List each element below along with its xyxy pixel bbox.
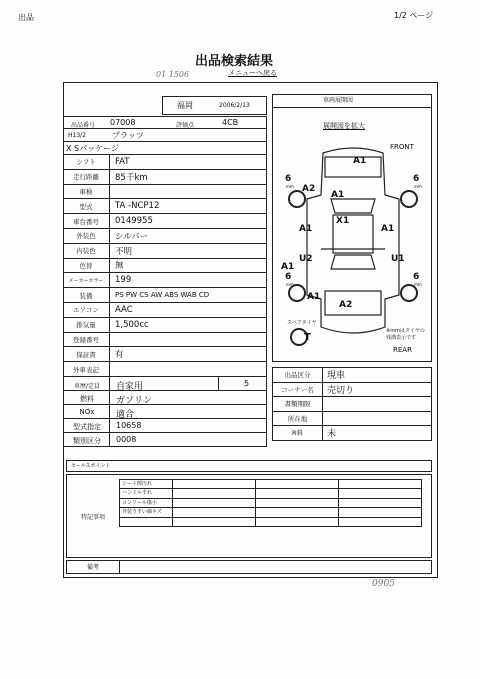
spec-row-value: TA -NCP12 [115, 201, 160, 212]
status-row-label: コーナー名 [273, 383, 323, 397]
body-outline-path [307, 148, 399, 333]
note-item: 外装うすい線キズ [122, 509, 162, 516]
header-left-label: 出品 [18, 13, 34, 22]
left-edge [63, 155, 64, 447]
tire-fl-depth: 6 [285, 174, 292, 184]
spec-row [63, 333, 267, 348]
windshield-path [331, 199, 375, 213]
model-name: プラッツ [112, 131, 144, 140]
handwritten-note-bottom: 0905 [372, 579, 395, 589]
tire-rear-right [401, 285, 417, 301]
note-item: ハンドルすれ [122, 490, 153, 497]
spec-row [63, 199, 267, 214]
mark-a1-rear-left: A1 [307, 292, 321, 302]
spec-row-label: 保証書 [76, 350, 96, 359]
mark-a1-front-right: A1 [381, 224, 395, 234]
spec-row-value: シルバー [115, 231, 149, 242]
spec-row [63, 362, 267, 377]
remarks-divider [119, 561, 120, 573]
fuel-label: 燃料 [80, 395, 94, 403]
page-indicator: 1/2 ページ [394, 11, 434, 20]
status-row-value: 売切り [327, 385, 355, 396]
spare-label: スペアタイヤ [287, 320, 317, 326]
spec-row-value: PS PW CS AW ABS WAB CD [115, 291, 210, 300]
tire-fl-unit: mm [286, 184, 294, 189]
tire-rl-unit: mm [286, 282, 294, 287]
model-year: H13/2 [68, 132, 86, 139]
spec-row-label: 車検 [79, 187, 93, 196]
spec-row-label: 装備 [79, 291, 93, 300]
remarks-row [66, 560, 432, 574]
status-row-value: 現車 [327, 371, 346, 382]
enlarge-link[interactable]: 展開図を拡大 [323, 122, 365, 130]
spec-row-value: 85千km [115, 172, 148, 183]
rear-window-path [331, 255, 375, 269]
notes-cell [172, 517, 256, 527]
rear-label: REAR [393, 346, 412, 354]
vehicle-info-panel [63, 94, 267, 451]
spec-row-value: 199 [115, 275, 132, 286]
mark-a2-left: A2 [302, 184, 316, 194]
score-label: 評価点 [176, 122, 195, 129]
grade: X Sパッケージ [66, 144, 119, 153]
id-label: 出品番号 [70, 122, 95, 129]
status-row [272, 396, 432, 412]
handwritten-note-top: 01 1506 [156, 70, 190, 79]
spec-number-row [63, 419, 267, 433]
notes-label: 特記事項 [81, 514, 106, 521]
spec-row-value: AAC [115, 304, 133, 315]
spec-number-label: 型式指定 [73, 423, 101, 431]
spec-row [63, 244, 267, 259]
tire-note-2: 残溝表示です [386, 335, 417, 341]
diagram-title: 車両展開図 [323, 97, 354, 104]
spec-row-label: 外車表記 [73, 365, 99, 374]
spec-row-value: 不明 [115, 246, 133, 257]
status-row-label: 出品区分 [273, 368, 323, 382]
status-row [272, 411, 432, 427]
sales-point-row [66, 460, 432, 472]
fuel-value: ガソリン [116, 396, 153, 406]
spec-row-label: メーカーカラー [68, 277, 104, 284]
status-row [272, 367, 432, 383]
status-row-label: 書類期限 [273, 397, 323, 411]
class-label: 類別区分 [73, 437, 101, 445]
spare-tire-mark: T [304, 332, 311, 343]
sales-point-label: セールスポイント [71, 463, 111, 469]
mark-a1-front-left: A1 [299, 224, 313, 234]
status-row-label: 所在地 [273, 412, 323, 426]
tire-fr-unit: mm [414, 184, 422, 189]
spec-row-label: シフト [76, 158, 96, 167]
spec-row-label: 型式 [79, 202, 93, 211]
fuel-row [63, 391, 267, 405]
spec-row [63, 273, 267, 288]
status-row [272, 382, 432, 398]
status-panel [272, 367, 432, 443]
label-divider [109, 155, 110, 447]
spec-row-label: 車台番号 [73, 217, 99, 226]
notes-cell [119, 517, 173, 527]
spec-row [63, 347, 267, 362]
spec-row [63, 303, 267, 318]
class-row [63, 433, 267, 447]
spec-row-value: 無 [115, 261, 124, 272]
vehicle-diagram-panel [272, 94, 432, 362]
spec-row-label: エアコン [73, 306, 99, 315]
mark-a1-mid-left: A1 [281, 262, 295, 272]
capacity-row [63, 377, 267, 391]
nox-label: NOx [79, 408, 95, 416]
spec-row-label: 排気量 [76, 321, 96, 330]
note-item: コンソール傷小 [122, 499, 157, 506]
spec-row [63, 170, 267, 185]
year-model-row [63, 129, 267, 142]
spec-row-label: 外装色 [76, 232, 96, 241]
tire-note-1: ※mmはタイヤの [386, 328, 425, 334]
region: 福岡 [177, 101, 193, 110]
mark-x1: X1 [336, 216, 350, 226]
capacity-value: 自家用 [116, 382, 144, 392]
notes-cell [338, 517, 422, 527]
front-label: FRONT [390, 143, 414, 151]
region-date-box [162, 96, 267, 115]
notes-cell [255, 517, 339, 527]
spec-row-value: 有 [115, 350, 124, 361]
spec-row [63, 214, 267, 229]
spec-row [63, 259, 267, 274]
car-outline [273, 95, 431, 361]
mark-a2-rear: A2 [339, 300, 353, 310]
lot-id: 07008 [110, 118, 136, 127]
tire-rear-left [289, 285, 305, 301]
tire-front-right [401, 191, 417, 207]
spec-row [63, 185, 267, 200]
class-value: 0008 [116, 435, 137, 444]
capacity-divider [218, 377, 219, 391]
remarks-label: 備考 [87, 564, 100, 571]
mark-a1-hood: A1 [331, 190, 345, 200]
spec-row-value: 1,500cc [115, 319, 149, 330]
capacity-label: 車歴/定員 [73, 383, 101, 390]
spec-row-label: 内装色 [76, 247, 96, 256]
mark-u2: U2 [299, 254, 313, 264]
mark-u1: U1 [391, 254, 405, 264]
tire-rr-unit: mm [414, 282, 422, 287]
score: 4CB [222, 118, 239, 127]
menu-link[interactable]: メニューへ戻る [228, 69, 277, 77]
spec-row [63, 229, 267, 244]
spec-number-value: 10658 [116, 421, 142, 430]
spec-row-label: 登録番号 [73, 335, 99, 344]
grade-row [63, 142, 267, 155]
mark-a1-top: A1 [353, 156, 367, 166]
nox-value: 適合 [116, 410, 135, 420]
tire-fr-depth: 6 [413, 174, 420, 184]
spec-row [63, 288, 267, 303]
status-row [272, 425, 432, 441]
page-title: 出品検索結果 [195, 54, 274, 69]
spec-row-label: 走行距離 [73, 173, 99, 182]
spec-row [63, 318, 267, 333]
status-row-label: R料 [273, 426, 323, 440]
spec-row-value: 0149955 [115, 216, 153, 227]
status-row-value: 未 [327, 429, 337, 440]
trunk-rect [325, 291, 381, 315]
spec-row-label: 色替 [79, 261, 93, 270]
spec-row [63, 155, 267, 170]
tire-rl-depth: 6 [285, 272, 292, 282]
nox-row [63, 405, 267, 419]
capacity-num: 5 [244, 379, 250, 388]
tire-rr-depth: 6 [413, 272, 420, 282]
spec-row-value: FAT [115, 156, 130, 167]
auction-date: 2006/2/13 [219, 102, 250, 109]
notes-panel [66, 474, 432, 558]
note-item: シート擦汚れ [122, 481, 153, 487]
id-row [63, 116, 267, 129]
